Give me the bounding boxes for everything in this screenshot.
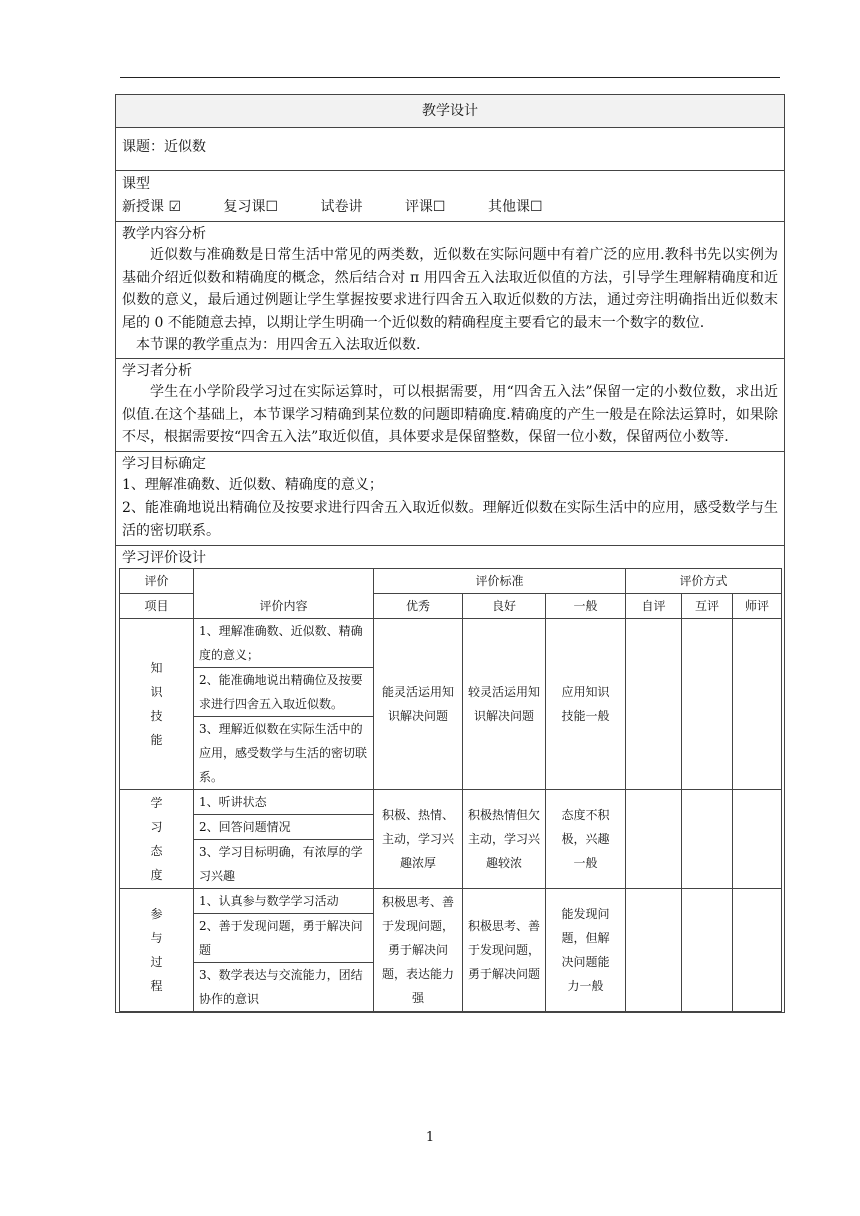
- category-char: 习: [150, 819, 163, 834]
- lesson-type-exam: 试卷讲: [320, 199, 363, 215]
- learner-analysis-cell: [116, 359, 785, 452]
- score-self: [626, 789, 682, 888]
- score-peer: [682, 789, 733, 888]
- content-focus-text: 本节课的教学重点为：用四舍五入法取近似数.: [136, 337, 421, 353]
- score-teacher: [733, 618, 782, 789]
- eval-item: 3、理解近似数在实际生活中的应用，感受数学与生活的密切联系。: [194, 716, 374, 789]
- content-analysis-title: 教学内容分析: [122, 226, 206, 242]
- std-excellent: 积极思考、善于发现问题，勇于解决问题，表达能力强: [374, 888, 463, 1011]
- category-char: 识: [150, 684, 163, 699]
- score-peer: [682, 888, 733, 1011]
- topic-cell: [116, 128, 785, 171]
- head-good: 良好: [463, 593, 546, 618]
- lesson-type-eval: 评课☐: [404, 199, 446, 215]
- evaluation-table: [119, 568, 782, 1012]
- eval-item: 3、学习目标明确，有浓厚的学习兴趣: [194, 839, 374, 888]
- eval-item: 2、善于发现问题，勇于解决问题: [194, 913, 374, 962]
- goal-item: 2、能准确地说出精确位及按要求进行四舍五入取近似数。理解近似数在实际生活中的应用，感受数学与生活的密切联系。: [122, 499, 778, 539]
- score-self: [626, 618, 682, 789]
- head-average: 一般: [546, 593, 626, 618]
- eval-item: 2、能准确地说出精确位及按要求进行四舍五入取近似数。: [194, 667, 374, 716]
- score-self: [626, 888, 682, 1011]
- goal-item: 1、理解准确数、近似数、精确度的意义；: [122, 476, 383, 493]
- eval-item: 1、理解准确数、近似数、精确度的意义；: [194, 618, 374, 667]
- category-char: 过: [150, 954, 163, 969]
- eval-item: 1、认真参与数学学习活动: [194, 888, 374, 913]
- category-char: 学: [150, 795, 163, 810]
- category-char: 与: [150, 930, 163, 945]
- lesson-type-cell: [116, 171, 785, 222]
- score-teacher: [733, 789, 782, 888]
- head-standard: 评价标准: [374, 568, 626, 593]
- page-number: 1: [425, 1130, 435, 1145]
- std-good: 积极热情但欠主动，学习兴趣较浓: [463, 789, 546, 888]
- eval-item: 3、数学表达与交流能力，团结协作的意识: [194, 962, 374, 1011]
- head-item: 项目: [120, 593, 194, 618]
- lesson-type-review: 复习课☐: [223, 199, 279, 215]
- header-rule: [120, 77, 780, 78]
- learner-analysis-title: 学习者分析: [122, 363, 192, 379]
- category-char: 态: [150, 843, 163, 858]
- category-char: 能: [150, 732, 163, 747]
- goals-title: 学习目标确定: [122, 455, 206, 472]
- category-char: 技: [150, 708, 163, 723]
- head-peer: 互评: [682, 593, 733, 618]
- std-good: 积极思考、善于发现问题，勇于解决问题: [463, 888, 546, 1011]
- std-average: 应用知识技能一般: [546, 618, 626, 789]
- lesson-type-options: [122, 196, 778, 219]
- learner-analysis-text: 学生在小学阶段学习过在实际运算时，可以根据需要，用“四舍五入法”保留一定的小数位数，求出近似值.在这个基础上，本节课学习精确到某位数的问题即精确度.精确度的产生一般是在除法运算时，如果除不尽，根据需要按“四舍五入法”取近似值，具体要求是保留整数，保留一位小数，保留两位小数等.: [122, 384, 778, 445]
- std-average: 能发现问题，但解决问题能力一般: [546, 888, 626, 1011]
- lesson-type-new: 新授课 ☑: [122, 199, 182, 215]
- category-char: 参: [150, 906, 163, 921]
- head-self: 自评: [626, 593, 682, 618]
- head-teacher: 师评: [733, 593, 782, 618]
- head-method: 评价方式: [626, 568, 782, 593]
- eval-item: 1、听讲状态: [194, 789, 374, 814]
- category-knowledge: [120, 618, 194, 789]
- std-excellent: 积极、热情、主动，学习兴趣浓厚: [374, 789, 463, 888]
- lesson-plan-table: [115, 94, 785, 1013]
- head-eval: 评价: [120, 568, 194, 593]
- content-analysis-text: 近似数与准确数是日常生活中常见的两类数，近似数在实际问题中有着广泛的应用.教科书先以实例为基础介绍近似数和精确度的概念，然后结合对 π 用四舍五入法取近似值的方法，引导学生理解精确度和近似数的意义，最后通过例题让学生掌握按要求进行四舍五入取近似数的方法，通过旁注明确指出近似数末尾的 0 不能随意去掉，以期让学生明确一个近似数的精确程度主要看它的最末一个数字的数位.: [122, 247, 778, 331]
- std-good: 较灵活运用知识解决问题: [463, 618, 546, 789]
- score-peer: [682, 618, 733, 789]
- head-excellent: 优秀: [374, 593, 463, 618]
- head-content: 评价内容: [194, 568, 374, 618]
- content-analysis-cell: [116, 222, 785, 359]
- lesson-type-label: 课型: [122, 176, 150, 192]
- category-attitude: [120, 789, 194, 888]
- evaluation-title: 学习评价设计: [122, 549, 206, 566]
- category-char: 知: [150, 660, 163, 675]
- category-participation: [120, 888, 194, 1011]
- category-char: 度: [150, 867, 163, 882]
- goals-cell: [116, 451, 785, 545]
- std-excellent: 能灵活运用知识解决问题: [374, 618, 463, 789]
- std-average: 态度不积极，兴趣一般: [546, 789, 626, 888]
- lesson-type-other: 其他课☐: [487, 199, 543, 215]
- table-title: [116, 95, 785, 128]
- evaluation-cell: [116, 545, 785, 1012]
- score-teacher: [733, 888, 782, 1011]
- eval-item: 2、回答问题情况: [194, 814, 374, 839]
- category-char: 程: [150, 978, 163, 993]
- table-title-text: 教学设计: [422, 103, 478, 119]
- topic-text: 课题：近似数: [122, 139, 206, 155]
